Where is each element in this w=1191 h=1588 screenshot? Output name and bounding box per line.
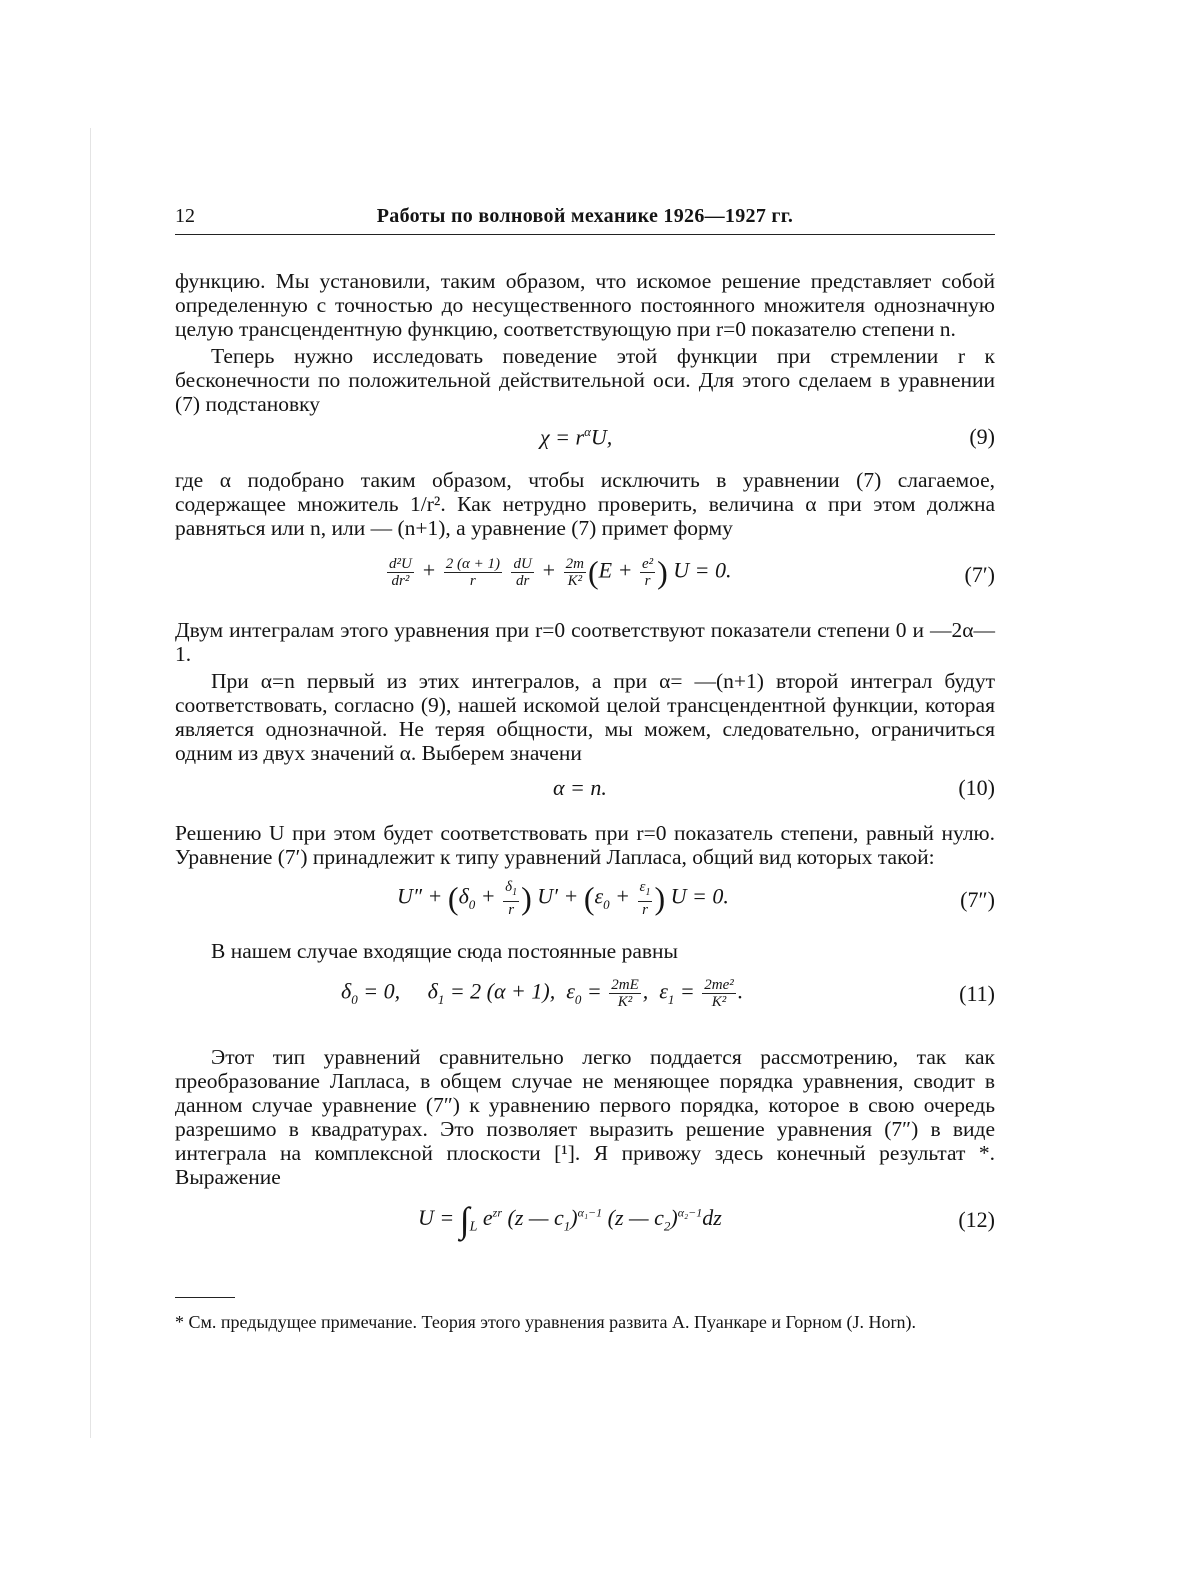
paragraph-1: функцию. Мы установили, таким образом, что искомое решение представляет собой определенную с точностью до несущественного постоянного множителя однозначную целую трансцендентную функцию, соответствующую при r=0 показателю степени n. xyxy=(175,269,995,341)
paragraph-2: Теперь нужно исследовать поведение этой функции при стремлении r к бесконечности по положительной действительной оси. Для этого сделаем в уравнении (7) подстановку xyxy=(175,344,995,416)
equation-7-prime: $\frac{\text{d²U}}{\text{dr²}}$ + $\frac{2 (\alpha + 1)}{r}$ $\frac{dU}{dr}$ + $\frac{2m}{\text{K²}}$ (E + $\frac{\text{e²}}{r}$ ) U = 0. (7′) xyxy=(389,554,995,590)
equation-7-double-prime: $U'' + (\delta_0$ + $\frac{\delta_1}{r}$ ) $U' + (\varepsilon_0$ + $\frac{\varepsilon_1}{r}$ ) U = 0. (7″) xyxy=(397,879,995,918)
document-page xyxy=(175,205,995,1333)
paragraph-6: Решению U при этом будет соответствовать при r=0 показатель степени, равный нулю. Уравнение (7′) принадлежит к типу уравнений Лапласа, общий вид которых такой: xyxy=(175,821,995,869)
equation-number: (10) xyxy=(958,775,995,800)
footnote: * См. предыдущее примечание. Теория этого уравнения развита А. Пуанкаре и Горном (J. Horn). xyxy=(175,1312,916,1332)
equation-10: α = n. (10) xyxy=(553,775,995,800)
paragraph-3: где α подобрано таким образом, чтобы исключить в уравнении (7) слагаемое, содержащее множитель 1/r². Как нетрудно проверить, величина α при этом должна равняться или n, или — (n+1), а уравнение (7) примет форму xyxy=(175,468,995,540)
running-title: Работы по волновой механике 1926—1927 гг. xyxy=(376,205,794,227)
paragraph-7: В нашем случае входящие сюда постоянные равны xyxy=(211,939,678,963)
equation-9: $\chi = r^\alpha U$, (9) xyxy=(540,424,995,450)
footnote-rule xyxy=(175,1297,235,1298)
page-number: 12 xyxy=(175,205,195,227)
equation-number: (7′) xyxy=(964,562,995,587)
equation-12: $U = \int_L$ $e^{zr}$ (z — $c_1)^{\alpha_1-1}$ (z — $c_2)^{\alpha_2-1}dz$ (12) xyxy=(418,1200,995,1240)
header-rule xyxy=(175,234,995,235)
running-header xyxy=(175,205,995,231)
equation-number: (11) xyxy=(959,981,995,1006)
paragraph-5: При α=n первый из этих интегралов, а при α= —(n+1) второй интеграл будут соответствовать, согласно (9), нашей искомой целой трансцендентной функции, которая является однозначной. Не теряя общности, мы можем, следовательно, ограничиться одним из двух значений α. Выберем значени xyxy=(175,669,995,765)
paragraph-8: Этот тип уравнений сравнительно легко поддается рассмотрению, так как преобразование Лапласа, в общем случае не меняющее порядка уравнения, сводит в данном случае уравнение (7″) к уравнению первого порядка, которое в свою очередь разрешимо в квадратурах. Это позволяет выразить решение уравнения (7″) в виде интеграла на комплексной плоскости [¹]. Я привожу здесь конечный результат *. Выражение xyxy=(175,1045,995,1189)
equation-11: $\delta_0 = 0$, $\delta_1 = 2$ (α + 1), $\varepsilon_0$ = $\frac{2mE}{\text{K²}}$ , $\varepsilon_1$ = $\frac{\text{2me²}}{\text{K²}}$ . (11) xyxy=(341,977,995,1010)
page-margin-line xyxy=(90,128,91,1438)
equation-number: (7″) xyxy=(960,887,995,912)
paragraph-4: Двум интегралам этого уравнения при r=0 соответствуют показатели степени 0 и —2α—1. xyxy=(175,618,995,666)
equation-number: (9) xyxy=(969,424,995,449)
equation-number: (12) xyxy=(958,1207,995,1232)
